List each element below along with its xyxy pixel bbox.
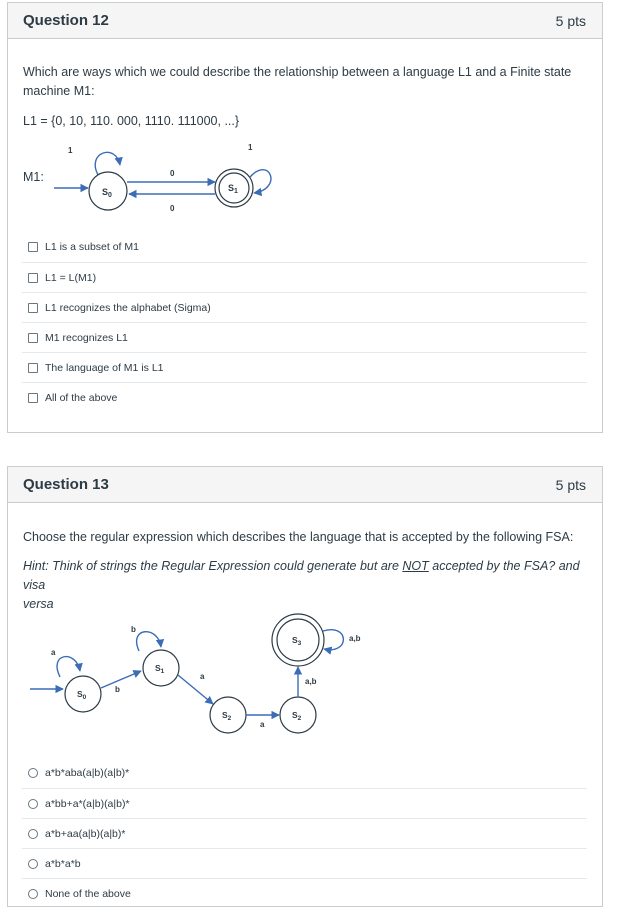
fsa-edge-s2-s2-label: a [260,720,265,729]
m1-edge-s1-s0-label: 0 [170,204,175,213]
fsa-state-s0-label: $S_0$ [77,689,87,701]
question-12-prompt-line2: machine M1: [23,84,95,98]
answer-option[interactable]: L1 recognizes the alphabet (Sigma) [22,292,587,322]
m1-state-s0-label: $S_0$ [102,187,112,199]
answer-option[interactable]: a*b*a*b [22,848,587,878]
question-12-prompt-line1: Which are ways which we could describe the relationship between a language L1 and a Finite state [23,65,572,79]
m1-state-s1-label: $S_1$ [228,183,238,195]
checkbox[interactable] [28,273,38,283]
answer-option[interactable]: a*b*aba(a|b)(a|b)* [22,758,587,788]
question-13-prompt: Choose the regular expression which describes the language that is accepted by the following FSA: [23,530,574,544]
question-13-hint-line2: versa [23,597,54,611]
m1-edge-s0-s1-label: 0 [170,169,175,178]
question-13-points: 5 pts [555,476,586,493]
radio-button[interactable] [28,799,38,809]
radio-button[interactable] [28,829,38,839]
answer-option[interactable]: L1 is a subset of M1 [22,232,587,262]
question-13-title: Question 13 [23,476,109,493]
fsa-edge-s2-s3-label: a,b [305,677,317,686]
checkbox[interactable] [28,393,38,403]
question-12-title: Question 12 [23,12,109,29]
radio-button[interactable] [28,768,38,778]
answer-option[interactable]: a*b+aa(a|b)(a|b)* [22,818,587,848]
radio-button[interactable] [28,859,38,869]
question-12-prompt [23,63,593,101]
answer-option[interactable]: None of the above [22,878,587,908]
question-12-header [8,3,602,39]
question-12-card [7,2,603,433]
checkbox[interactable] [28,303,38,313]
language-definition: L1 = {0, 10, 110. 000, 1110. 111000, ...} [23,114,240,128]
checkbox[interactable] [28,333,38,343]
m1-label: M1: [23,170,44,184]
question-13-answers [22,758,587,908]
fsa-state-s2-left-label: $S_2$ [222,710,232,722]
fsa-loop-s1 [137,632,161,651]
answer-option[interactable]: a*bb+a*(a|b)(a|b)* [22,788,587,818]
fsa-state-diagram [8,605,408,745]
fsa-loop-s0 [57,657,80,677]
fsa-state-s3-label: $S_3$ [292,635,302,647]
question-12-answers [22,232,587,412]
question-13-card [7,466,603,907]
fsa-loop-s1-label: b [131,625,136,634]
question-13-hint-line1: Hint: Think of strings the Regular Expression could generate but are NOT accepted by the FSA? and visa [23,559,580,592]
answer-option[interactable]: L1 = L(M1) [22,262,587,292]
question-13-header [8,467,602,503]
fsa-loop-s0-label: a [51,648,56,657]
fsa-state-s2-right-label: $S_2$ [292,710,302,722]
m1-loop-s1-label: 1 [248,143,253,152]
radio-button[interactable] [28,889,38,899]
answer-option[interactable]: All of the above [22,382,587,412]
answer-option[interactable]: The language of M1 is L1 [22,352,587,382]
fsa-edge-s0-s1-label: b [115,685,120,694]
m1-loop-s0-label: 1 [68,146,73,155]
fsa-edge-s1-s2 [178,675,213,704]
fsa-edge-s0-s1 [101,671,141,688]
question-12-points: 5 pts [555,12,586,29]
fsa-loop-s3-label: a,b [349,634,361,643]
fsa-edge-s1-s2-label: a [200,672,205,681]
checkbox[interactable] [28,363,38,373]
answer-option[interactable]: M1 recognizes L1 [22,322,587,352]
checkbox[interactable] [28,242,38,252]
fsa-loop-s3 [323,630,343,650]
m1-state-diagram [8,137,308,217]
fsa-state-s1-label: $S_1$ [155,663,165,675]
